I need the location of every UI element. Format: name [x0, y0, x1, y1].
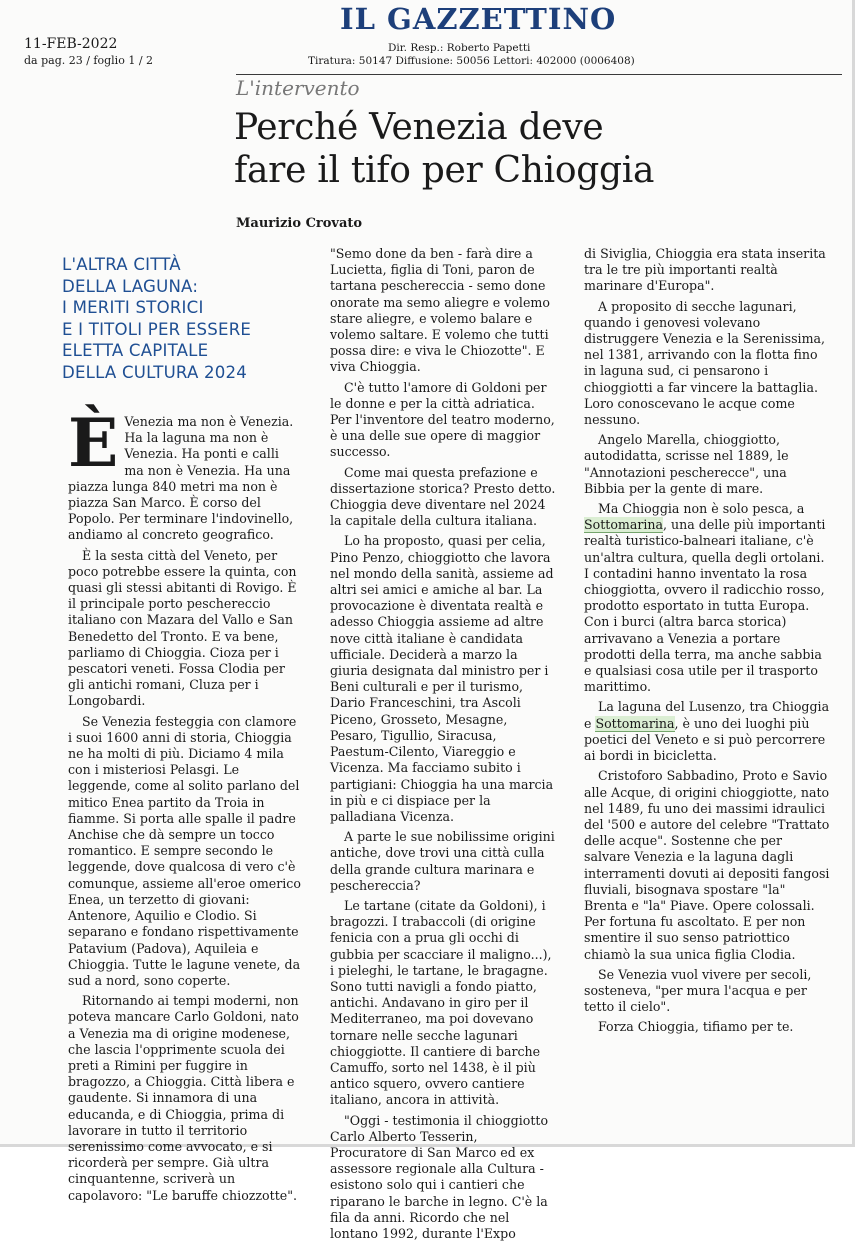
summary-line: DELLA LAGUNA:: [62, 276, 199, 296]
article-paragraph: Angelo Marella, chioggiotto, autodidatta, scrisse nel 1889, le "Annotazioni pescherecce", una Bibbia per la gente di mare.: [584, 432, 789, 496]
article-paragraph: Forza Chioggia, tifiamo per te.: [598, 1019, 794, 1035]
publication-date: 11-FEB-2022: [24, 36, 118, 52]
director-line: Dir. Resp.: Roberto Papetti: [388, 42, 531, 54]
article-paragraph: Come mai questa prefazione e dissertazione storica? Presto detto. Chioggia deve diventare nel 2024 la capitale della cultura italiana.: [330, 464, 556, 529]
circulation-line: Tiratura: 50147 Diffusione: 50056 Lettori: 402000 (0006408): [308, 55, 635, 67]
article-column-3: [584, 246, 830, 1040]
paragraph-text: Venezia ma non è Venezia. Ha la laguna ma non è Venezia. Ha ponti e calli ma non è Venezia. Ha una piazza lunga 840 metri ma non è piazza San Marco. È corso del Popolo. Per terminare l'indovinello, andiamo al concreto geografico.: [68, 414, 294, 543]
article-paragraph: Cristoforo Sabbadino, Proto e Savio alle Acque, di origini chioggiotte, nato nel 1489, fu uno dei massimi idraulici del '500 e autore del celebre "Trattato delle acque". Sostenne che per salvare Venezia e la laguna dagli interramenti dovuti ai depositi fangosi fluviali, bisognava spostare "la" Brenta e "la" Piave. Opere colossali. Per fortuna fu ascoltato. E per non smentire il suo senso patriottico chiamò la sua unica figlia Clodia.: [584, 768, 830, 962]
sidebar-summary: [62, 254, 262, 384]
paragraph-text: La laguna del Lusenzo, tra Chioggia e: [584, 699, 830, 731]
summary-line: ELETTA CAPITALE: [62, 341, 209, 361]
article-paragraph: Lo ha proposto, quasi per celia, Pino Penzo, chioggiotto che lavora nel mondo della sanità, assieme ad altri sei amici e amiche al bar. La provocazione è diventata realtà e adesso Chioggia assieme ad altre nove città italiane è candidata ufficiale. Deciderà a marzo la giuria designata dal ministro per i Beni culturali e per il turismo, Dario Franceschini, tra Ascoli Piceno, Grosseto, Mesagne, Pesaro, Tigullio, Siracusa, Paestum-Cilento, Viareggio e Vicenza. Ma facciamo subito i partigiani: Chioggia ha una marcia in più e ci dispiace per la palladiana Vicenza.: [330, 533, 554, 824]
article-paragraph: A parte le sue nobilissime origini antiche, dove trovi una città culla della grande cultura marinara e peschereccia?: [330, 829, 555, 893]
summary-line: I MERITI STORICI: [62, 298, 204, 318]
drop-cap: È: [68, 404, 119, 482]
article-byline: Maurizio Crovato: [236, 216, 363, 231]
article-kicker: L'intervento: [236, 76, 360, 100]
page-info: da pag. 23 / foglio 1 / 2: [24, 54, 154, 67]
headline-line-2: fare il tifo per Chioggia: [234, 150, 655, 191]
summary-line: E I TITOLI PER ESSERE: [62, 319, 252, 339]
article-paragraph: Le tartane (citate da Goldoni), i bragozzi. I trabaccoli (di origine fenicia con a prua gli occhi di gubbia per scacciare il maligno...), i pieleghi, le tartane, le bragagne. Sono tutti navigli a fondo piatto, antichi. Andavano in giro per il Mediterraneo, ma poi dovevano tornare nelle secche lagunari chioggiotte. Il cantiere di barche Camuffo, sorto nel 1438, è il più antico squero, ovvero cantiere italiano, ancora in attività.: [330, 897, 552, 1108]
article-paragraph: "Oggi - testimonia il chioggiotto Carlo Alberto Tesserin, Procuratore di San Marco ed ex assessore regionale alla Cultura - esistono solo qui i cantieri che riparano le barche in legno. C'è la fila da anni. Ricordo che nel lontano 1992, durante l'Expo: [330, 1112, 549, 1241]
article-paragraph: [584, 699, 830, 764]
article-paragraph: Se Venezia vuol vivere per secoli, sosteneva, "per mura l'acqua e per tetto il cielo".: [584, 966, 812, 1015]
paragraph-text: , è uno dei luoghi più poetici del Veneto e si può percorrere ai bordi in bicicletta.: [584, 715, 826, 764]
summary-line: DELLA CULTURA 2024: [62, 362, 248, 382]
article-paragraph: C'è tutto l'amore di Goldoni per le donne e per la città adriatica. Per l'inventore del teatro moderno, è una delle sue opere di maggior successo.: [330, 379, 555, 460]
header-rule: [236, 74, 842, 75]
article-paragraph: A proposito di secche lagunari, quando i genovesi volevano distruggere Venezia e la Serenissima, nel 1381, arrivando con la flotta fino in laguna sud, ci pensarono i chioggiotti a far vincere la battaglia. Loro conoscevano le acque come nessuno.: [584, 298, 826, 428]
sottomarina-link[interactable]: Sottomarina: [595, 715, 675, 731]
article-paragraph: di Siviglia, Chioggia era stata inserita tra le tre più importanti realtà marinare d'Europa".: [584, 246, 826, 294]
paragraph-text: Ma Chioggia non è solo pesca, a: [598, 501, 805, 517]
article-headline: [234, 106, 834, 192]
article-paragraph: Se Venezia festeggia con clamore i suoi 1600 anni di storia, Chioggia ne ha molti di più. Diciamo 4 mila con i misteriosi Pelasgi. Le leggende, come al solito parlano del mitico Enea partito da Troia in fiamme. Si porta alle spalle il padre Anchise che dà sempre un tocco romantico. E sempre secondo le leggende, dove qualcosa di vero c'è comunque, assieme all'eroe omerico Enea, un terzetto di giovani: Antenore, Aquilio e Clodio. Si separano e fondano rispettivamente Patavium (Padova), Aquileia e Chioggia. Tutte le lagune venete, da sud a nord, sono coperte.: [68, 713, 301, 988]
article-column-2: [330, 246, 556, 1246]
paragraph-text: , una delle più importanti realtà turistico-balneari italiane, c'è un'altra cultura, quella degli ortolani. I contadini hanno inventato la rosa chioggiotta, ovvero il radicchio rosso, prodotto esportato in tutta Europa. Con i burci (altra barca storica) arrivavano a Venezia a portare prodotti della terra, ma anche sabbia e qualsiasi cosa utile per il trasporto marittimo.: [584, 517, 826, 695]
headline-line-1: Perché Venezia deve: [234, 107, 604, 148]
summary-line: L'ALTRA CITTÀ: [62, 255, 181, 274]
article-paragraph: Ritornando ai tempi moderni, non poteva mancare Carlo Goldoni, nato a Venezia ma di origine modenese, che lascia l'opprimente scuola dei preti a Rimini per fuggire in bragozzo, a Chioggia. Città libera e gaudente. Si innamora di una educanda, e di Chioggia, prima di lavorare in tutto il territorio serenissimo come avvocato, e si ricorderà per sempre. Già ultra cinquantenne, scriverà un capolavoro: "Le baruffe chiozzotte".: [68, 993, 299, 1203]
article-paragraph: [584, 501, 830, 695]
newspaper-masthead: IL GAZZETTINO: [340, 2, 617, 36]
article-column-1: [68, 404, 302, 1208]
article-paragraph: [68, 404, 302, 544]
article-paragraph: È la sesta città del Veneto, per poco potrebbe essere la quinta, con quasi gli stessi abitanti di Rovigo. È il principale porto peschereccio italiano con Mazara del Vallo e San Benedetto del Tronto. E va bene, parliamo di Chioggia. Cioza per i pescatori veneti. Fossa Clodia per gli antichi romani, Cluza per i Longobardi.: [68, 547, 297, 709]
article-paragraph: "Semo done da ben - farà dire a Lucietta, figlia di Toni, paron de tartana peschereccia - semo done onorate ma semo aliegre e volemo stare aliegre, e volemo balare e volemo saltare. E volemo che tutti possa dire: e viva le Chiozotte". E viva Chioggia.: [330, 246, 550, 375]
sottomarina-link[interactable]: Sottomarina: [584, 517, 664, 533]
